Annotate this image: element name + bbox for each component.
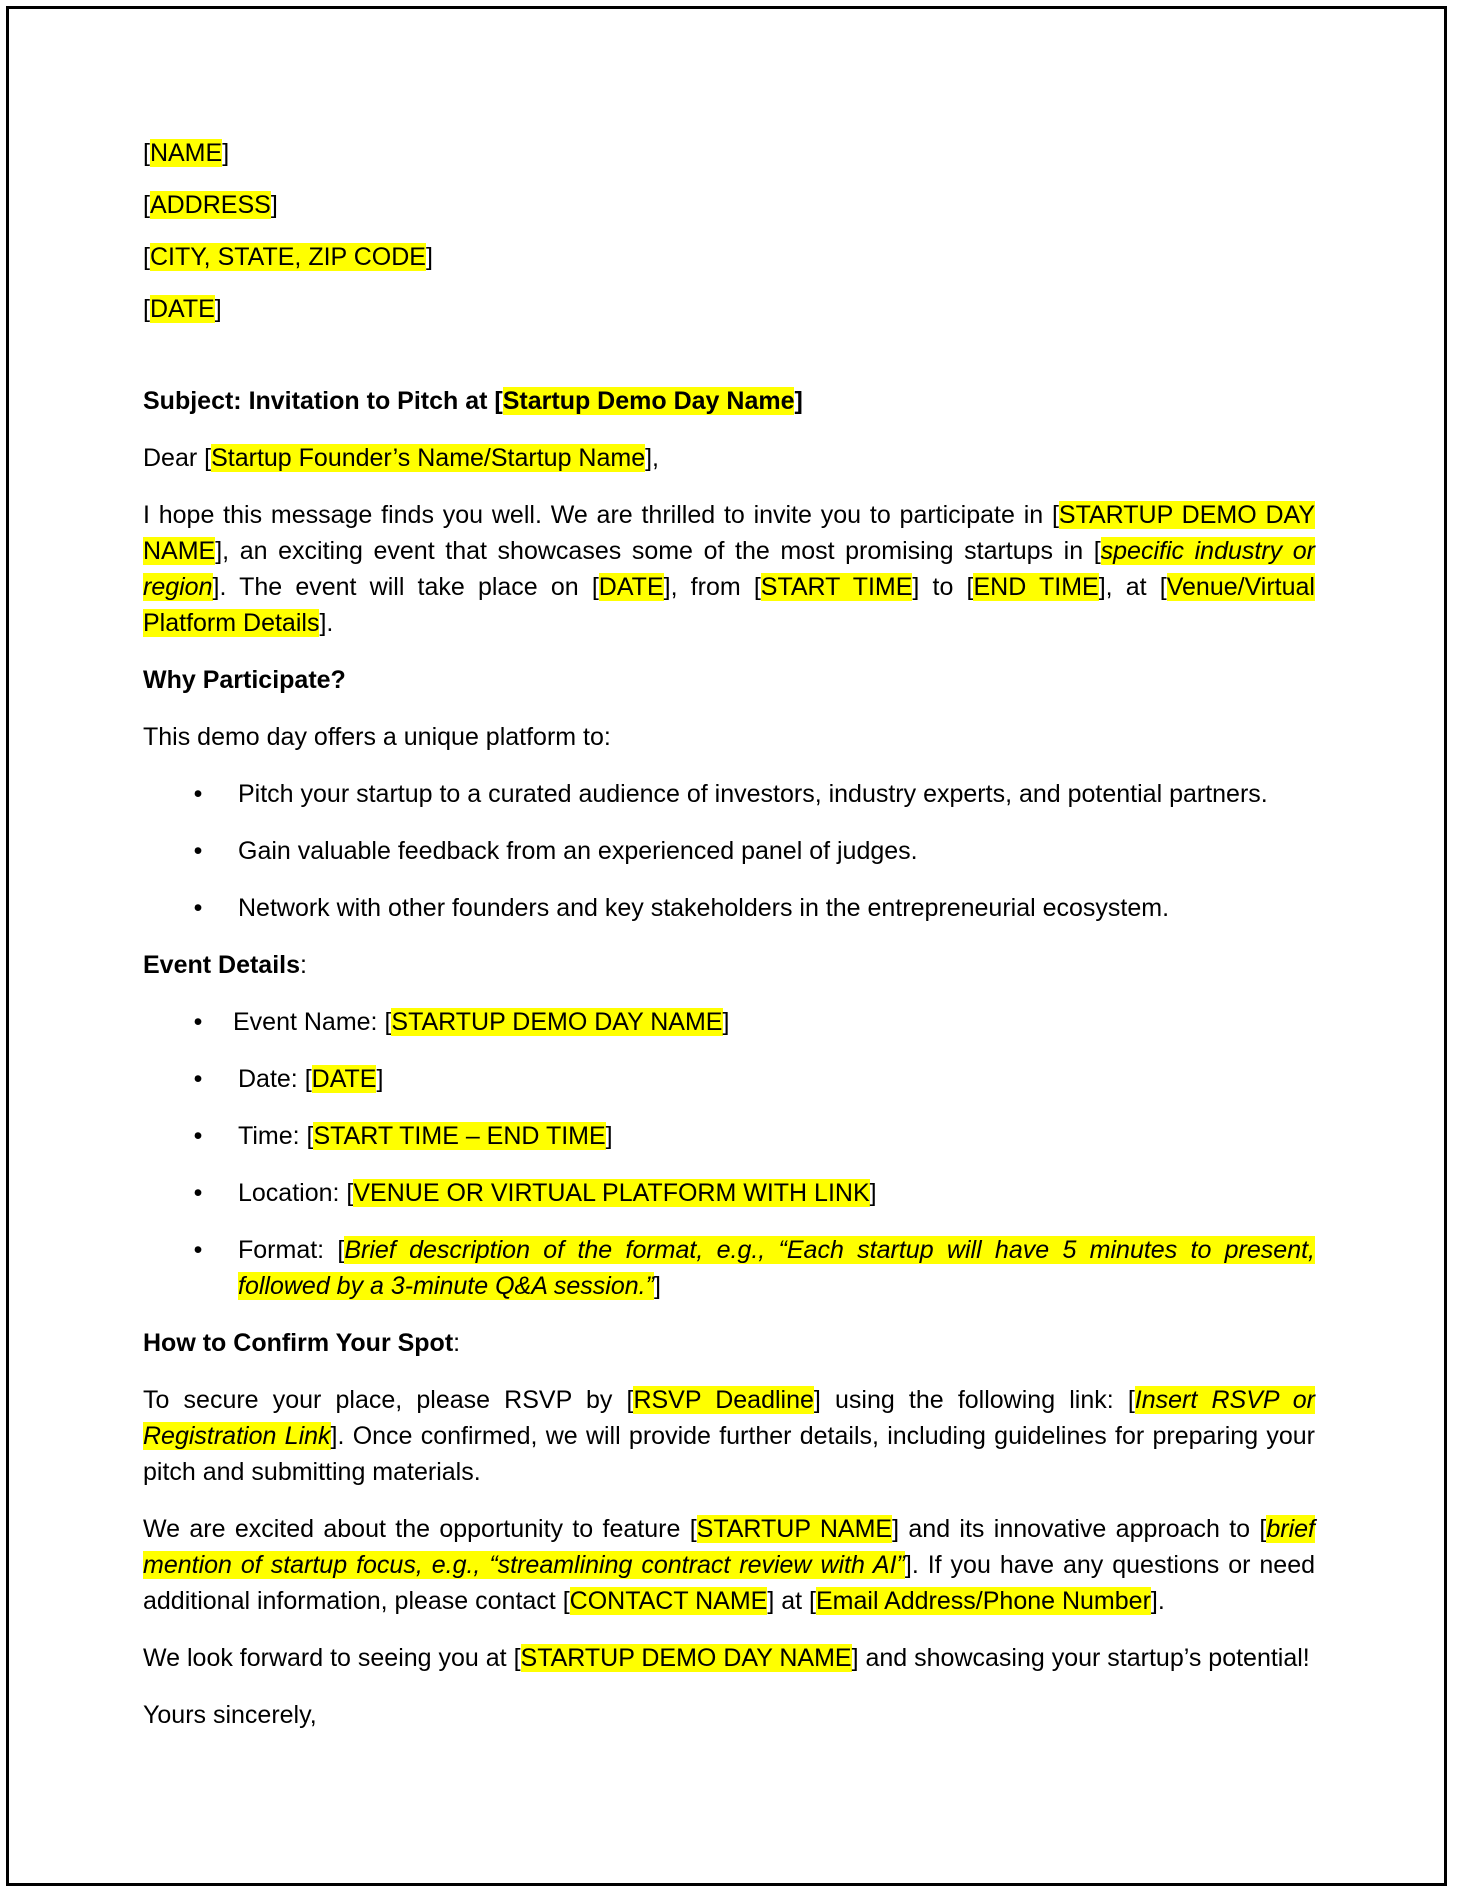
recipient-city-line: [CITY, STATE, ZIP CODE]	[143, 243, 433, 271]
intro-event-placeholder: STARTUP DEMO DAY NAME	[143, 501, 1316, 565]
event-date-placeholder: DATE	[311, 1065, 377, 1093]
letter-document	[143, 135, 1315, 1754]
event-time-placeholder: START TIME – END TIME	[313, 1122, 606, 1150]
list-item: • Gain valuable feedback from an experienced panel of judges.	[143, 833, 1315, 869]
intro-date-placeholder: DATE	[598, 573, 664, 601]
list-item: • Network with other founders and key stakeholders in the entrepreneurial ecosystem.	[143, 890, 1315, 926]
subject-event-placeholder: Startup Demo Day Name	[502, 387, 795, 415]
startup-focus-placeholder: brief mention of startup focus, e.g., “streamlining contract review with AI”	[143, 1515, 1315, 1579]
recipient-city-placeholder: CITY, STATE, ZIP CODE	[149, 243, 426, 271]
confirm-paragraph: To secure your place, please RSVP by [RSVP Deadline] using the following link: [Insert RSVP or Registration Link]. Once confirmed, we will provide further details, including guidelines for preparing your pitch and submitting materials.	[143, 1386, 1315, 1486]
event-location-item: • Location: [VENUE OR VIRTUAL PLATFORM WITH LINK]	[143, 1175, 1315, 1211]
list-item: • Pitch your startup to a curated audience of investors, industry experts, and potential partners.	[143, 776, 1315, 812]
event-location-placeholder: VENUE OR VIRTUAL PLATFORM WITH LINK	[353, 1179, 870, 1207]
closing-event-placeholder: STARTUP DEMO DAY NAME	[520, 1644, 852, 1672]
event-date-item: • Date: [DATE]	[143, 1061, 1315, 1097]
intro-start-time-placeholder: START TIME	[760, 573, 913, 601]
closing-paragraph: We look forward to seeing you at [STARTUP DEMO DAY NAME] and showcasing your startup’s potential!	[143, 1644, 1310, 1672]
event-details-heading: Event Details:	[143, 951, 307, 979]
subject-line: Subject: Invitation to Pitch at [Startup Demo Day Name]	[143, 387, 803, 415]
event-name-placeholder: STARTUP DEMO DAY NAME	[391, 1008, 723, 1036]
contact-email-placeholder: Email Address/Phone Number	[816, 1587, 1151, 1615]
why-participate-lead: This demo day offers a unique platform to:	[143, 723, 611, 751]
intro-venue-placeholder: Venue/Virtual Platform Details	[143, 573, 1315, 637]
startup-name-placeholder: STARTUP NAME	[696, 1515, 893, 1543]
intro-paragraph: I hope this message finds you well. We are thrilled to invite you to participate in [STARTUP DEMO DAY NAME], an exciting event that showcases some of the most promising startups in [specific industry or region]. The event will take place on [DATE], from [START TIME] to [END TIME], at [Venue/Virtual Platform Details].	[143, 501, 1316, 637]
event-time-item: • Time: [START TIME – END TIME]	[143, 1118, 1315, 1154]
event-details-list	[143, 1004, 1315, 1304]
event-format-item: • Format: [Brief description of the format, e.g., “Each startup will have 5 minutes to present, followed by a 3-minute Q&A session.”]	[143, 1232, 1315, 1304]
bullet-icon: •	[193, 780, 203, 808]
bullet-icon: •	[193, 1008, 203, 1036]
rsvp-link-placeholder: Insert RSVP or Registration Link	[143, 1386, 1315, 1450]
letter-date-placeholder: DATE	[149, 295, 215, 323]
intro-end-time-placeholder: END TIME	[973, 573, 1099, 601]
confirm-heading: How to Confirm Your Spot:	[143, 1329, 461, 1357]
bullet-icon: •	[193, 837, 203, 865]
bullet-icon: •	[193, 1065, 203, 1093]
salutation: Dear [Startup Founder’s Name/Startup Name],	[143, 444, 660, 472]
signoff: Yours sincerely,	[143, 1701, 317, 1729]
contact-name-placeholder: CONTACT NAME	[569, 1587, 768, 1615]
bullet-icon: •	[193, 894, 203, 922]
why-participate-heading: Why Participate?	[143, 666, 346, 694]
letter-date-line: [DATE]	[143, 295, 222, 323]
rsvp-deadline-placeholder: RSVP Deadline	[633, 1386, 814, 1414]
excited-paragraph: We are excited about the opportunity to feature [STARTUP NAME] and its innovative approach to [brief mention of startup focus, e.g., “streamlining contract review with AI”]. If you have any questions or need additional information, please contact [CONTACT NAME] at [Email Address/Phone Number].	[143, 1515, 1316, 1615]
recipient-address-line: [ADDRESS]	[143, 191, 278, 219]
bullet-icon: •	[193, 1122, 203, 1150]
recipient-address-placeholder: ADDRESS	[149, 191, 271, 219]
bullet-icon: •	[193, 1236, 203, 1264]
why-participate-list	[143, 776, 1315, 926]
recipient-name-placeholder: NAME	[149, 139, 223, 167]
salutation-recipient-placeholder: Startup Founder’s Name/Startup Name	[211, 444, 646, 472]
event-name-item: • Event Name: [STARTUP DEMO DAY NAME]	[143, 1004, 1315, 1040]
intro-industry-placeholder: specific industry or region	[143, 537, 1315, 601]
recipient-name-line: [NAME]	[143, 139, 230, 167]
bullet-icon: •	[193, 1179, 203, 1207]
event-format-placeholder: Brief description of the format, e.g., “Each startup will have 5 minutes to present, followed by a 3-minute Q&A session.”	[238, 1236, 1315, 1300]
